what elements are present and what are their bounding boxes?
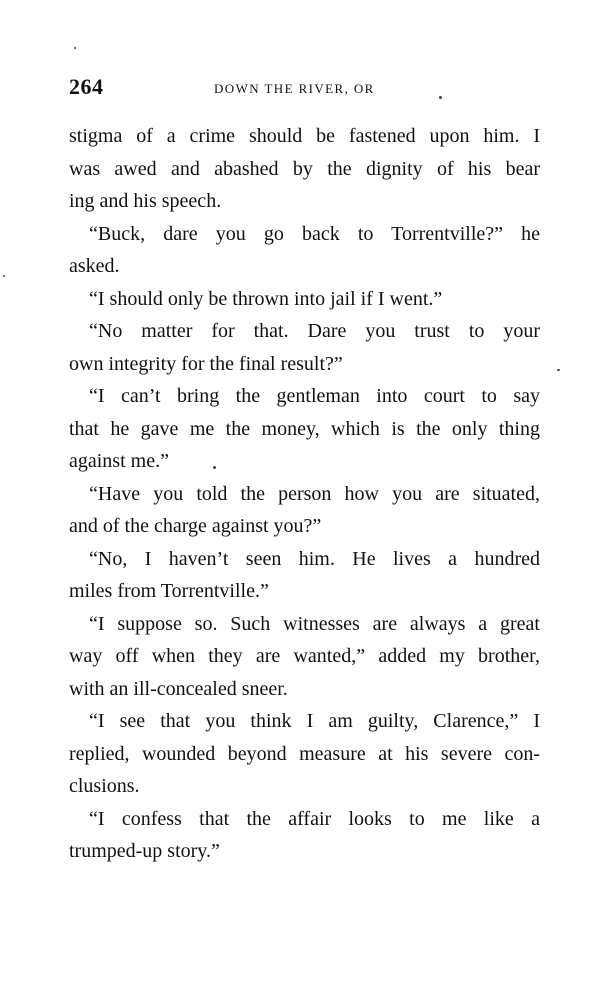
text-line: “I see that you think I am guilty, Clarence,” I — [89, 710, 540, 732]
text-line: “Have you told the person how you are situated, — [89, 482, 540, 505]
text-line: “No, I haven’t seen him. He lives a hundred — [89, 547, 540, 570]
text-line: stigma of a crime should be fastened upon him. I — [69, 125, 540, 147]
page-header — [69, 74, 539, 102]
running-head: DOWN THE RIVER, OR — [214, 81, 375, 96]
text-line: with an ill-concealed sneer. — [69, 677, 288, 700]
scan-speck — [557, 369, 560, 371]
text-line: trumped-up story.” — [69, 840, 220, 862]
scan-speck — [213, 466, 216, 469]
text-line: and of the charge against you?” — [69, 515, 322, 537]
text-line: “Buck, dare you go back to Torrentville?” he — [89, 222, 540, 245]
text-line: clusions. — [69, 775, 140, 797]
text-line: “I suppose so. Such witnesses are always a great — [89, 612, 540, 635]
scan-speck — [3, 275, 5, 277]
text-line: miles from Torrentville.” — [69, 580, 269, 602]
scan-speck — [74, 47, 76, 49]
text-line: asked. — [69, 255, 120, 277]
text-line: own integrity for the final result?” — [69, 352, 343, 375]
text-line: ing and his speech. — [69, 190, 222, 212]
text-line: replied, wounded beyond measure at his severe con- — [69, 742, 540, 765]
text-line: that he gave me the money, which is the only thing — [69, 417, 540, 440]
text-line: against me.” — [69, 450, 169, 472]
text-line: “I should only be thrown into jail if I went.” — [89, 287, 443, 310]
text-line: way off when they are wanted,” added my brother, — [69, 645, 540, 667]
text-line: “No matter for that. Dare you trust to your — [89, 320, 540, 342]
text-line: “I confess that the affair looks to me like a — [89, 807, 540, 830]
scan-speck — [439, 96, 442, 99]
page-number: 264 — [69, 74, 104, 99]
text-line: “I can’t bring the gentleman into court to say — [89, 385, 540, 407]
body-text — [69, 120, 540, 868]
text-line: was awed and abashed by the dignity of his bear — [69, 157, 540, 180]
